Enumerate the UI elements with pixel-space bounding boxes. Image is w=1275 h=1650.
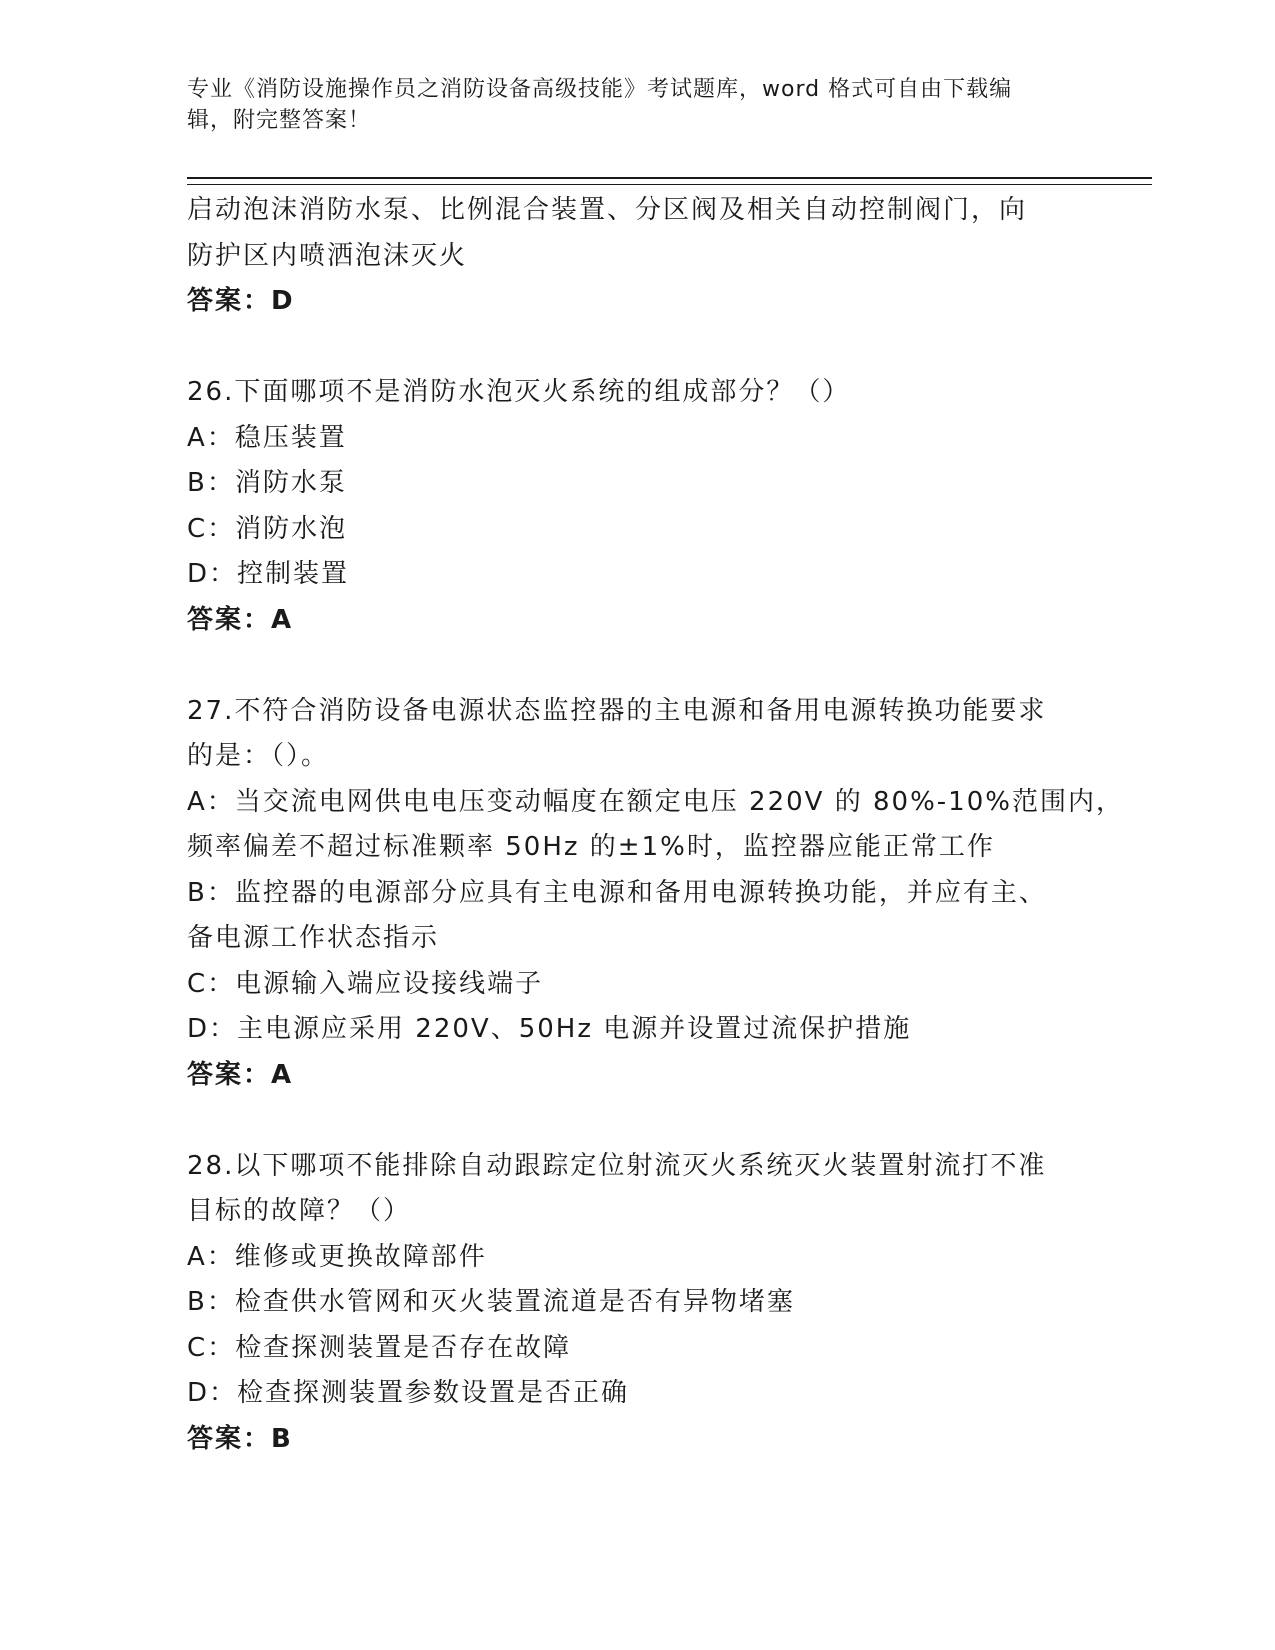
header-line-2: 辑，附完整答案！: [187, 108, 372, 133]
option-text-line: 防护区内喷洒泡沫灭火: [187, 240, 468, 271]
question-gap: [187, 1098, 1087, 1144]
option-b: B：消防水泵: [187, 468, 347, 498]
answer-line: 答案：D: [187, 286, 295, 316]
question-stem: 26.下面哪项不是消防水泡灭火系统的组成部分？（）: [187, 377, 851, 407]
question-stem: 28.以下哪项不能排除自动跟踪定位射流灭火系统灭火装置射流打不准: [187, 1150, 1047, 1181]
question-stem-continued: 目标的故障？（）: [187, 1196, 412, 1226]
answer-line: 答案：B: [187, 1423, 293, 1454]
previous-question-continuation: [187, 188, 1087, 325]
answer-line: 答案：A: [187, 604, 294, 635]
answer-line: 答案：A: [187, 1059, 294, 1090]
option-text-line: 启动泡沫消防水泵、比例混合装置、分区阀及相关自动控制阀门，向: [187, 195, 1028, 225]
question-list: [187, 188, 1124, 1462]
header-divider: [187, 177, 1152, 185]
option-a: A：维修或更换故障部件: [187, 1241, 487, 1272]
question-stem-continued: 的是：（）。: [187, 741, 330, 771]
question-stem: 27.不符合消防设备电源状态监控器的主电源和备用电源转换功能要求: [187, 695, 1047, 726]
option-b-continued: 备电源工作状态指示: [187, 923, 440, 953]
option-b: B：监控器的电源部分应具有主电源和备用电源转换功能，并应有主、: [187, 877, 1047, 908]
document-header: [187, 74, 1067, 136]
option-c: C：检查探测装置是否存在故障: [187, 1332, 572, 1363]
question-28: [187, 1144, 1087, 1463]
question-gap: [187, 325, 1087, 371]
option-c: C：电源输入端应设接线端子: [187, 968, 544, 999]
option-a: A：当交流电网供电电压变动幅度在额定电压 220V 的 80%-10%范围内，: [187, 786, 1124, 817]
option-a: A：稳压装置: [187, 422, 347, 453]
option-c: C：消防水泡: [187, 513, 348, 544]
question-gap: [187, 643, 1087, 689]
question-26: [187, 370, 1087, 643]
question-27: [187, 689, 1124, 1099]
option-d: D：检查探测装置参数设置是否正确: [187, 1378, 630, 1408]
option-b: B：检查供水管网和灭火装置流道是否有异物堵塞: [187, 1287, 795, 1317]
option-d: D：控制装置: [187, 559, 350, 589]
header-line-1: 专业《消防设施操作员之消防设备高级技能》考试题库，word 格式可自由下载编: [187, 77, 1013, 102]
option-a-continued: 频率偏差不超过标准颗率 50Hz 的±1%时，监控器应能正常工作: [187, 832, 995, 862]
option-d: D：主电源应采用 220V、50Hz 电源并设置过流保护措施: [187, 1014, 912, 1044]
